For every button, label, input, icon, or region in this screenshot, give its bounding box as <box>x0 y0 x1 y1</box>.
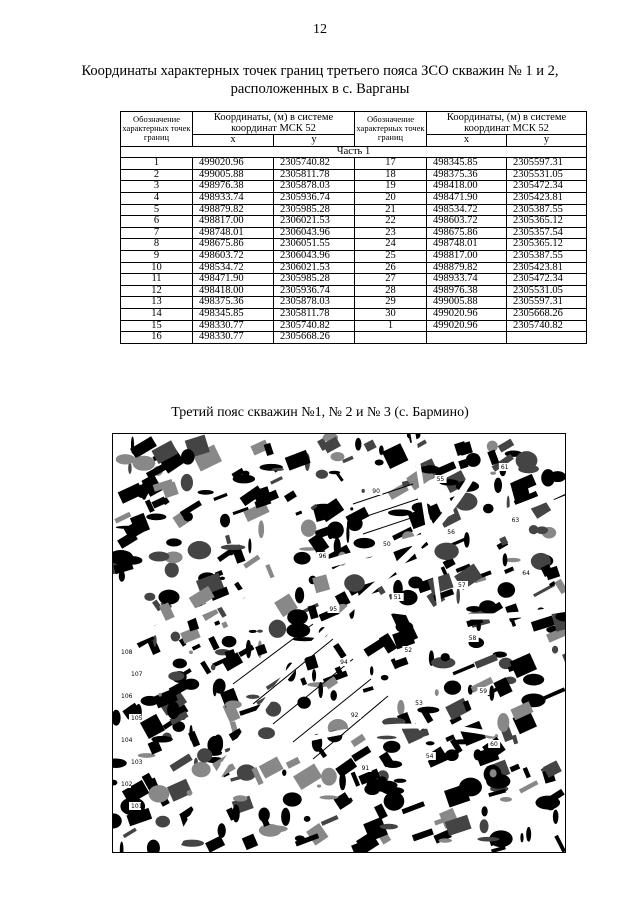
point-number: 5 <box>121 204 193 216</box>
x-value: 498933.74 <box>427 274 507 286</box>
table-row <box>121 308 587 320</box>
y-value: 2305472.34 <box>507 181 587 193</box>
y-value: 2305423.81 <box>507 192 587 204</box>
map-lot-label: 53 <box>415 700 423 707</box>
map-caption: Третий пояс скважин №1, № 2 и № 3 (с. Бармино) <box>171 405 469 420</box>
point-number: 18 <box>355 169 427 181</box>
map-lot-label: 63 <box>511 517 520 524</box>
y-value: 2305740.82 <box>274 158 355 170</box>
point-number: 10 <box>121 262 193 274</box>
y-value: 2305357.54 <box>507 227 587 239</box>
map-lot-label: 59 <box>479 688 488 695</box>
table-row <box>121 204 587 216</box>
point-number: 2 <box>121 169 193 181</box>
point-number: 26 <box>355 262 427 274</box>
x-value: 498603.72 <box>193 250 274 262</box>
x-value: 498345.85 <box>427 158 507 170</box>
y-value: 2305387.55 <box>507 204 587 216</box>
point-number: 23 <box>355 227 427 239</box>
table-row <box>121 332 587 344</box>
y-value: 2306021.53 <box>274 216 355 228</box>
coords-header-right: Координаты, (м) в системе координат МСК 52 <box>427 112 587 135</box>
x-header-left: x <box>193 135 274 147</box>
y-value: 2305985.28 <box>274 274 355 286</box>
point-number: 21 <box>355 204 427 216</box>
point-number: 29 <box>355 297 427 309</box>
map-lot-label: 102 <box>121 781 133 788</box>
y-value: 2306043.96 <box>274 250 355 262</box>
x-value: 499005.88 <box>427 297 507 309</box>
part-label: Часть 1 <box>121 146 587 158</box>
map-lot-label: 58 <box>468 635 477 642</box>
point-number: 28 <box>355 285 427 297</box>
map-lot-label: 56 <box>447 529 455 536</box>
map-lot-label: 95 <box>329 606 338 613</box>
point-number: 1 <box>121 158 193 170</box>
map-lot-label: 60 <box>490 741 498 748</box>
map-lot-label: 90 <box>372 488 380 495</box>
y-value: 2305387.55 <box>507 250 587 262</box>
table-row <box>121 297 587 309</box>
point-number <box>355 332 427 344</box>
map-lot-label: 57 <box>458 582 466 589</box>
x-value: 498675.86 <box>193 239 274 251</box>
x-value: 498748.01 <box>427 239 507 251</box>
point-number: 6 <box>121 216 193 228</box>
x-value: 498471.90 <box>193 274 274 286</box>
table-row <box>121 181 587 193</box>
point-number: 14 <box>121 308 193 320</box>
map-lot-label: 52 <box>404 647 413 654</box>
map-lot-label: 55 <box>436 476 445 483</box>
point-number: 30 <box>355 308 427 320</box>
point-number: 11 <box>121 274 193 286</box>
aerial-map <box>112 433 566 853</box>
map-lot-label: 91 <box>361 765 370 772</box>
x-value: 498375.36 <box>193 297 274 309</box>
x-value: 498976.38 <box>193 181 274 193</box>
x-value: 498817.00 <box>193 216 274 228</box>
point-number: 9 <box>121 250 193 262</box>
x-value: 498933.74 <box>193 192 274 204</box>
x-value: 498330.77 <box>193 332 274 344</box>
coords-header-left: Координаты, (м) в системе координат МСК 52 <box>193 112 355 135</box>
x-value: 498375.36 <box>427 169 507 181</box>
point-number: 4 <box>121 192 193 204</box>
point-number: 25 <box>355 250 427 262</box>
point-number: 3 <box>121 181 193 193</box>
point-number: 1 <box>355 320 427 332</box>
map-lot-label: 96 <box>318 553 327 560</box>
title-line-2: расположенных в с. Варганы <box>230 81 410 97</box>
x-value <box>427 332 507 344</box>
x-value: 498471.90 <box>427 192 507 204</box>
x-value: 498879.82 <box>427 262 507 274</box>
x-value: 499020.96 <box>427 308 507 320</box>
y-header-left: y <box>274 135 355 147</box>
table-row <box>121 227 587 239</box>
point-header-left: Обозначение характерных точек границ <box>121 112 193 147</box>
point-number: 20 <box>355 192 427 204</box>
point-header-right: Обозначение характерных точек границ <box>355 112 427 147</box>
map-lot-label: 104 <box>121 737 133 744</box>
table-row <box>121 239 587 251</box>
y-value: 2305531.05 <box>507 169 587 181</box>
y-value: 2305531.05 <box>507 285 587 297</box>
table-row <box>121 285 587 297</box>
x-value: 498418.00 <box>193 285 274 297</box>
x-value: 499020.96 <box>427 320 507 332</box>
x-value: 498976.38 <box>427 285 507 297</box>
table-row <box>121 158 587 170</box>
point-number: 24 <box>355 239 427 251</box>
title-line-1: Координаты характерных точек границ третьего пояса ЗСО скважин № 1 и 2, <box>81 63 559 79</box>
table-row <box>121 192 587 204</box>
map-lot-label: 51 <box>393 594 402 601</box>
point-number: 12 <box>121 285 193 297</box>
y-value: 2306021.53 <box>274 262 355 274</box>
table-row <box>121 274 587 286</box>
point-number: 7 <box>121 227 193 239</box>
map-lot-label: 103 <box>131 759 143 766</box>
x-value: 498418.00 <box>427 181 507 193</box>
y-value: 2306051.55 <box>274 239 355 251</box>
map-lot-label: 108 <box>121 649 133 656</box>
map-lot-label: 50 <box>383 541 391 548</box>
map-lot-label: 64 <box>522 570 530 577</box>
map-lot-label: 92 <box>350 712 359 719</box>
table-row <box>121 320 587 332</box>
y-value: 2305597.31 <box>507 158 587 170</box>
map-lot-label: 54 <box>425 753 434 760</box>
x-value: 498534.72 <box>427 204 507 216</box>
point-number: 17 <box>355 158 427 170</box>
point-number: 22 <box>355 216 427 228</box>
point-number: 8 <box>121 239 193 251</box>
y-value: 2305878.03 <box>274 297 355 309</box>
y-value: 2305936.74 <box>274 192 355 204</box>
map-lot-label: 107 <box>131 671 143 678</box>
table-row <box>121 169 587 181</box>
point-number: 13 <box>121 297 193 309</box>
map-lot-label: 105 <box>131 715 143 722</box>
y-value: 2305597.31 <box>507 297 587 309</box>
x-value: 498879.82 <box>193 204 274 216</box>
y-value: 2305740.82 <box>507 320 587 332</box>
y-value: 2305811.78 <box>274 308 355 320</box>
y-value: 2305668.26 <box>507 308 587 320</box>
y-value: 2305811.78 <box>274 169 355 181</box>
coordinates-table <box>120 111 587 344</box>
x-value: 498675.86 <box>427 227 507 239</box>
x-value: 499020.96 <box>193 158 274 170</box>
table-row <box>121 262 587 274</box>
y-value: 2305472.34 <box>507 274 587 286</box>
y-value: 2305365.12 <box>507 239 587 251</box>
x-value: 498345.85 <box>193 308 274 320</box>
y-value: 2305878.03 <box>274 181 355 193</box>
map-lot-label: 106 <box>121 693 133 700</box>
x-value: 498748.01 <box>193 227 274 239</box>
point-number: 16 <box>121 332 193 344</box>
x-value: 498534.72 <box>193 262 274 274</box>
y-value: 2305668.26 <box>274 332 355 344</box>
x-value: 498330.77 <box>193 320 274 332</box>
x-header-right: x <box>427 135 507 147</box>
y-header-right: y <box>507 135 587 147</box>
y-value: 2306043.96 <box>274 227 355 239</box>
map-lot-label: 94 <box>340 659 348 666</box>
page-title <box>60 62 580 98</box>
aerial-map-image <box>113 434 565 852</box>
point-number: 27 <box>355 274 427 286</box>
table-row <box>121 250 587 262</box>
y-value: 2305985.28 <box>274 204 355 216</box>
point-number: 19 <box>355 181 427 193</box>
x-value: 498603.72 <box>427 216 507 228</box>
x-value: 498817.00 <box>427 250 507 262</box>
y-value <box>507 332 587 344</box>
point-number: 15 <box>121 320 193 332</box>
y-value: 2305740.82 <box>274 320 355 332</box>
y-value: 2305936.74 <box>274 285 355 297</box>
map-lot-label: 61 <box>500 464 509 471</box>
map-lot-label: 101 <box>131 803 143 810</box>
y-value: 2305365.12 <box>507 216 587 228</box>
x-value: 499005.88 <box>193 169 274 181</box>
y-value: 2305423.81 <box>507 262 587 274</box>
page-number: 12 <box>313 22 327 37</box>
table-row <box>121 216 587 228</box>
